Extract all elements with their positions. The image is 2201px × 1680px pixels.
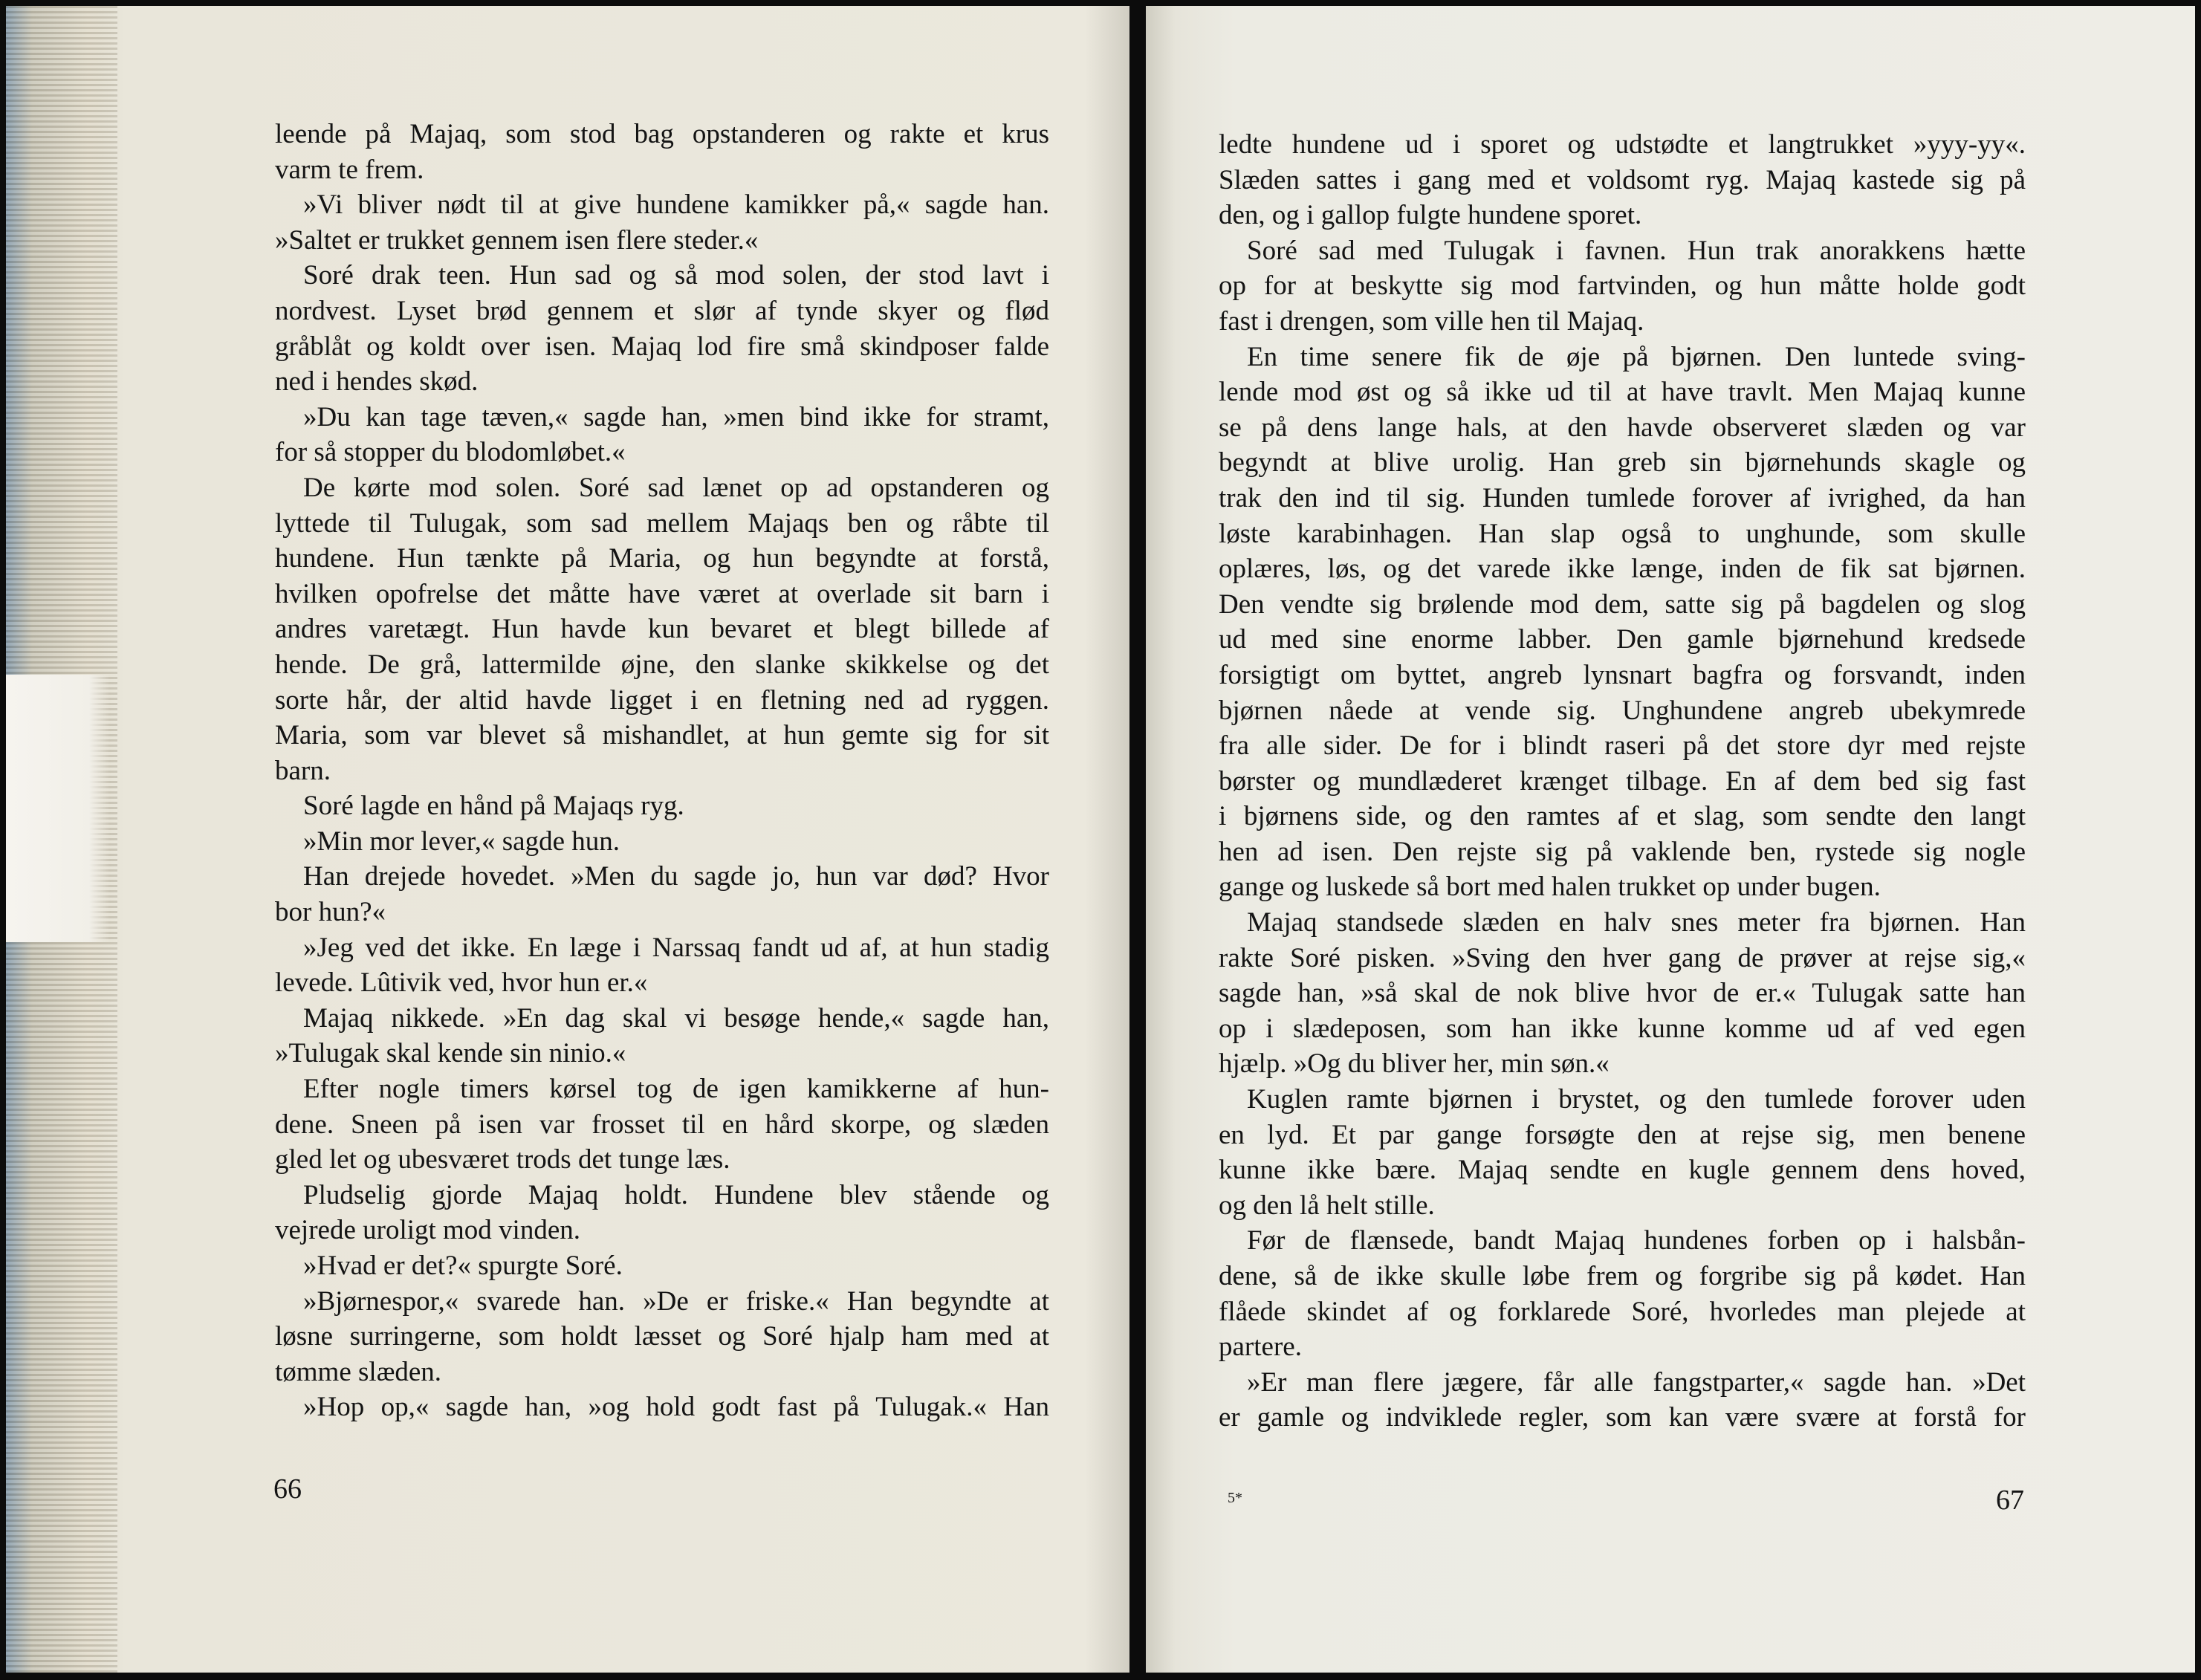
right-page-text [1219, 127, 2026, 1436]
text-line: sorte hår, der altid havde ligget i en fletning ned ad ryggen. [275, 684, 1049, 716]
text-line: hvilken opofrelse det måtte have været at overlade sit barn i [275, 578, 1049, 609]
text-line: ned i hendes skød. [275, 366, 479, 398]
text-line: i bjørnens side, og den ramtes af et slag, som sendte den langt [1219, 801, 2026, 832]
text-line: Soré drak teen. Hun sad og så mod solen, der stod lavt i [303, 260, 1049, 291]
text-line: levede. Lûtivik ved, hvor hun er.« [275, 967, 648, 999]
left-page-text [275, 117, 1049, 1425]
text-line: op for at beskytte sig mod fartvinden, og hun måtte holde godt [1219, 270, 2026, 302]
text-line: løste karabinhagen. Han slap også to unghunde, som skulle [1219, 518, 2026, 549]
text-line: er gamle og indviklede regler, som kan være svære at forstå for [1219, 1402, 2026, 1433]
text-line: tømme slæden. [275, 1356, 442, 1387]
text-line: løsne surringerne, som holdt læsset og Soré hjalp ham med at [275, 1321, 1049, 1352]
text-line: ledte hundene ud i sporet og udstødte et langtrukket »yyy-yy«. [1219, 129, 2026, 160]
text-line: »Saltet er trukket gennem isen flere steder.« [275, 224, 759, 256]
text-line: dene. Sneen på isen var frosset til en hård skorpe, og slæden [275, 1109, 1049, 1140]
text-line: og den lå helt stille. [1219, 1190, 1435, 1221]
text-line: Han drejede hovedet. »Men du sagde jo, hun var død? Hvor [303, 861, 1049, 892]
text-line: Majaq standsede slæden en halv snes meter fra bjørnen. Han [1247, 907, 2026, 938]
text-line: bjørnen nåede at vende sig. Unghundene angreb ubekymrede [1219, 695, 2026, 726]
text-line: Maria, som var blevet så mishandlet, at hun gemte sig for sit [275, 720, 1049, 751]
text-line: De kørte mod solen. Soré sad lænet op ad opstanderen og [303, 472, 1049, 503]
text-line: hjælp. »Og du bliver her, min søn.« [1219, 1048, 1610, 1080]
text-line: En time senere fik de øje på bjørnen. Den luntede sving- [1247, 341, 2026, 372]
text-line: Før de flænsede, bandt Majaq hundenes forben op i halsbån- [1247, 1225, 2026, 1256]
text-line: sagde han, »så skal de nok blive hvor de er.« Tulugak satte han [1219, 978, 2026, 1009]
text-line: andres varetægt. Hun havde kun bevaret et blegt billede af [275, 614, 1049, 645]
text-line: lende mod øst og så ikke ud til at have travlt. Men Majaq kunne [1219, 377, 2026, 408]
page-number-right: 67 [1996, 1485, 2024, 1516]
text-line: en lyd. Et par gange forsøgte den at rejse sig, men benene [1219, 1119, 2026, 1150]
text-line: oplæres, løs, og det varede ikke længe, inden de fik sat bjørnen. [1219, 554, 2026, 585]
text-line: Den vendte sig brølende mod dem, satte sig på bagdelen og slog [1219, 588, 2026, 620]
text-line: partere. [1219, 1332, 1302, 1363]
text-line: Soré lagde en hånd på Majaqs ryg. [303, 791, 684, 822]
text-line: se på dens lange hals, at den havde observeret slæden og var [1219, 412, 2026, 443]
text-line: gråblåt og koldt over isen. Majaq lod fire små skindposer falde [275, 331, 1049, 362]
text-line: »Du kan tage tæven,« sagde han, »men bind ikke for stramt, [303, 401, 1049, 432]
text-line: »Vi bliver nødt til at give hundene kamikker på,« sagde han. [303, 189, 1049, 221]
text-line: flåede skindet af og forklarede Soré, hvorledes man plejede at [1219, 1296, 2026, 1327]
text-line: »Tulugak skal kende sin ninio.« [275, 1038, 626, 1069]
text-line: fra alle sider. De for i blindt raseri på det store dyr med rejste [1219, 730, 2026, 762]
text-line: den, og i gallop fulgte hundene sporet. [1219, 200, 1642, 231]
text-line: begyndt at blive urolig. Han greb sin bjørnehunds skagle og [1219, 447, 2026, 479]
text-line: gled let og ubesværet trods det tunge læs. [275, 1144, 730, 1175]
text-line: op i slædeposen, som han ikke kunne komme ud af ved egen [1219, 1013, 2026, 1044]
text-line: rakte Soré pisken. »Sving den hver gang de prøver at rejse sig,« [1219, 942, 2026, 973]
text-line: »Hvad er det?« spurgte Soré. [303, 1251, 623, 1281]
page-edge-highlight [6, 675, 110, 942]
text-line: vejrede uroligt mod vinden. [275, 1215, 581, 1246]
text-line: kunne ikke bære. Majaq sendte en kugle gennem dens hoved, [1219, 1155, 2026, 1186]
text-line: Pludselig gjorde Majaq holdt. Hundene blev stående og [303, 1179, 1049, 1210]
page-number-left: 66 [273, 1473, 302, 1505]
text-line: barn. [275, 755, 331, 786]
text-line: nordvest. Lyset brød gennem et slør af tynde skyer og flød [275, 295, 1049, 326]
text-line: Efter nogle timers kørsel tog de igen kamikkerne af hun- [303, 1074, 1049, 1105]
text-line: Majaq nikkede. »En dag skal vi besøge hende,« sagde han, [303, 1002, 1049, 1034]
text-line: leende på Majaq, som stod bag opstanderen og rakte et krus [275, 119, 1049, 149]
text-line: bor hun?« [275, 897, 386, 928]
text-line: dene, så de ikke skulle løbe frem og forgribe sig på kødet. Han [1219, 1261, 2026, 1291]
text-line: Kuglen ramte bjørnen i brystet, og den tumlede forover uden [1247, 1084, 2026, 1115]
text-line: »Jeg ved det ikke. En læge i Narssaq fandt ud af, at hun stadig [303, 932, 1049, 963]
text-line: gange og luskede så bort med halen trukket op under bugen. [1219, 872, 1881, 903]
signature-mark: 5* [1228, 1490, 1242, 1506]
text-line: »Min mor lever,« sagde hun. [303, 826, 620, 857]
text-line: børster og mundlæderet krænget tilbage. En af dem bed sig fast [1219, 765, 2026, 797]
text-line: lyttede til Tulugak, som sad mellem Majaqs ben og råbte til [275, 507, 1049, 539]
gutter-shadow [1085, 6, 1129, 1673]
text-line: varm te frem. [275, 154, 424, 185]
text-line: »Bjørnespor,« svarede han. »De er friske.« Han begyndte at [303, 1285, 1049, 1317]
text-line: hundene. Hun tænkte på Maria, og hun begyndte at forstå, [275, 543, 1049, 574]
text-line: forsigtigt om byttet, angreb lynsnart bagfra og forsvandt, inden [1219, 659, 2026, 690]
text-line: trak den ind til sig. Hunden tumlede forover af ivrighed, da han [1219, 482, 2026, 513]
text-line: hen ad isen. Den rejste sig på vaklende ben, rystede sig nogle [1219, 836, 2026, 867]
text-line: for så stopper du blodomløbet.« [275, 437, 626, 468]
text-line: »Hop op,« sagde han, »og hold godt fast på Tulugak.« Han [303, 1392, 1049, 1423]
text-line: »Er man flere jægere, får alle fangstparter,« sagde han. »Det [1247, 1366, 2026, 1398]
text-line: Soré sad med Tulugak i favnen. Hun trak anorakkens hætte [1247, 235, 2026, 266]
text-line: ud med sine enorme labber. Den gamle bjørnehund kredsede [1219, 624, 2026, 655]
text-line: Slæden sattes i gang med et voldsomt ryg. Majaq kastede sig på [1219, 164, 2026, 195]
text-line: fast i drengen, som ville hen til Majaq. [1219, 305, 1644, 337]
text-line: hende. De grå, lattermilde øjne, den slanke skikkelse og det [275, 649, 1049, 680]
